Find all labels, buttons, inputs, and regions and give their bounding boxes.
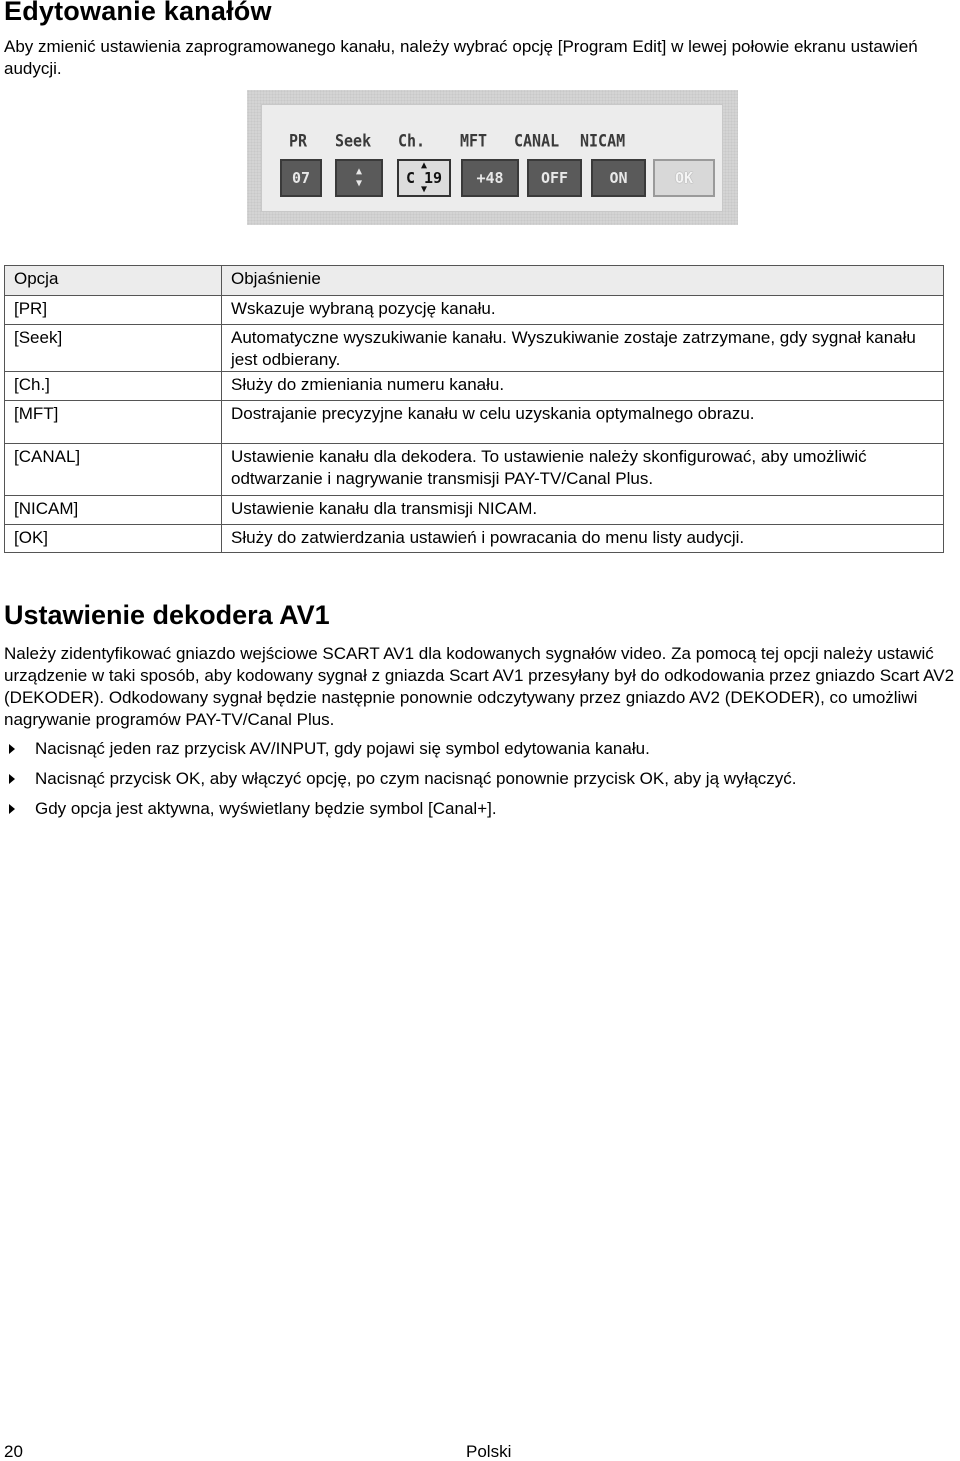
list-item — [4, 738, 954, 768]
list-item — [4, 768, 954, 798]
osd-nicam-value: ON — [591, 159, 646, 197]
seek-up-icon: ▲ — [355, 166, 363, 177]
osd-header-canal: CANAL — [514, 131, 560, 151]
osd-header-pr: PR — [289, 131, 308, 151]
page-number: 20 — [4, 1442, 23, 1461]
table-cell-option: [NICAM] — [5, 496, 222, 525]
osd-ch-value — [397, 159, 451, 197]
seek-down-icon: ▼ — [355, 178, 363, 189]
table-row — [5, 325, 944, 372]
ch-down-icon: ▼ — [420, 184, 428, 195]
decoder-paragraph: Należy zidentyfikować gniazdo wejściowe SCART AV1 dla kodowanych sygnałów video. Za pomocą tej opcji należy ustawić urządzenie w taki sposób, aby kodowany sygnał z gniazda Scart AV1 przesyłany był do odkodowania przez gniazdo Scart AV2 (DEKODER). Odkodowany sygnał będzie następnie ponownie odczytywany przez gniazdo AV2 (DEKODER), co umożliwi nagrywanie programów PAY-TV/Canal Plus. — [4, 644, 955, 729]
osd-canal-value: OFF — [527, 159, 582, 197]
section-heading-channel-edit: Edytowanie kanałów — [4, 0, 272, 26]
table-header-option: Opcja — [5, 266, 222, 296]
table-cell-desc: Ustawienie kanału dla dekodera. To ustawienie należy skonfigurować, aby umożliwić odtwarzanie i nagrywanie transmisji PAY-TV/Canal Plus. — [222, 444, 944, 496]
osd-header-mft: MFT — [460, 131, 488, 151]
table-cell-desc: Służy do zmieniania numeru kanału. — [222, 372, 944, 401]
table-row — [5, 496, 944, 525]
ch-up-icon: ▲ — [420, 160, 428, 171]
table-cell-desc: Ustawienie kanału dla transmisji NICAM. — [222, 496, 944, 525]
osd-ch-label: C 19 — [405, 169, 443, 187]
osd-header-ch: Ch. — [398, 131, 426, 151]
list-item — [4, 798, 954, 828]
table-row — [5, 525, 944, 553]
footer-language: Polski — [466, 1442, 512, 1461]
list-item-text: Gdy opcja jest aktywna, wyświetlany będzie symbol [Canal+]. — [35, 799, 497, 818]
options-table — [4, 265, 944, 553]
table-header-desc: Objaśnienie — [222, 266, 944, 296]
osd-header-seek: Seek — [335, 131, 372, 151]
table-row — [5, 296, 944, 325]
triangle-bullet-icon — [9, 774, 15, 784]
table-cell-desc: Dostrajanie precyzyjne kanału w celu uzyskania optymalnego obrazu. — [222, 401, 944, 444]
osd-seek-button — [335, 159, 383, 197]
osd-ok-button: OK — [653, 159, 715, 197]
table-row — [5, 372, 944, 401]
section-heading-decoder: Ustawienie dekodera AV1 — [4, 600, 330, 630]
list-item-text: Nacisnąć przycisk OK, aby włączyć opcję, po czym nacisnąć ponownie przycisk OK, aby ją wyłączyć. — [35, 769, 797, 788]
osd-header-nicam: NICAM — [580, 131, 626, 151]
osd-mft-value: +48 — [461, 159, 519, 197]
table-header-row — [5, 266, 944, 296]
osd-pr-value: 07 — [280, 159, 322, 197]
table-cell-desc: Automatyczne wyszukiwanie kanału. Wyszukiwanie zostaje zatrzymane, gdy sygnał kanału jest odbierany. — [222, 325, 944, 372]
triangle-bullet-icon — [9, 804, 15, 814]
list-item-text: Nacisnąć jeden raz przycisk AV/INPUT, gdy pojawi się symbol edytowania kanału. — [35, 739, 650, 758]
table-cell-desc: Wskazuje wybraną pozycję kanału. — [222, 296, 944, 325]
table-row — [5, 444, 944, 496]
table-cell-desc: Służy do zatwierdzania ustawień i powracania do menu listy audycji. — [222, 525, 944, 553]
osd-screenshot — [247, 90, 738, 225]
osd-panel — [261, 104, 723, 212]
instruction-list — [4, 738, 954, 828]
triangle-bullet-icon — [9, 744, 15, 754]
table-row — [5, 401, 944, 444]
table-cell-option: [OK] — [5, 525, 222, 553]
table-cell-option: [Ch.] — [5, 372, 222, 401]
table-cell-option: [MFT] — [5, 401, 222, 444]
table-cell-option: [CANAL] — [5, 444, 222, 496]
table-cell-option: [PR] — [5, 296, 222, 325]
intro-paragraph: Aby zmienić ustawienia zaprogramowanego kanału, należy wybrać opcję [Program Edit] w lewej połowie ekranu ustawień audycji. — [4, 37, 918, 78]
table-cell-option: [Seek] — [5, 325, 222, 372]
